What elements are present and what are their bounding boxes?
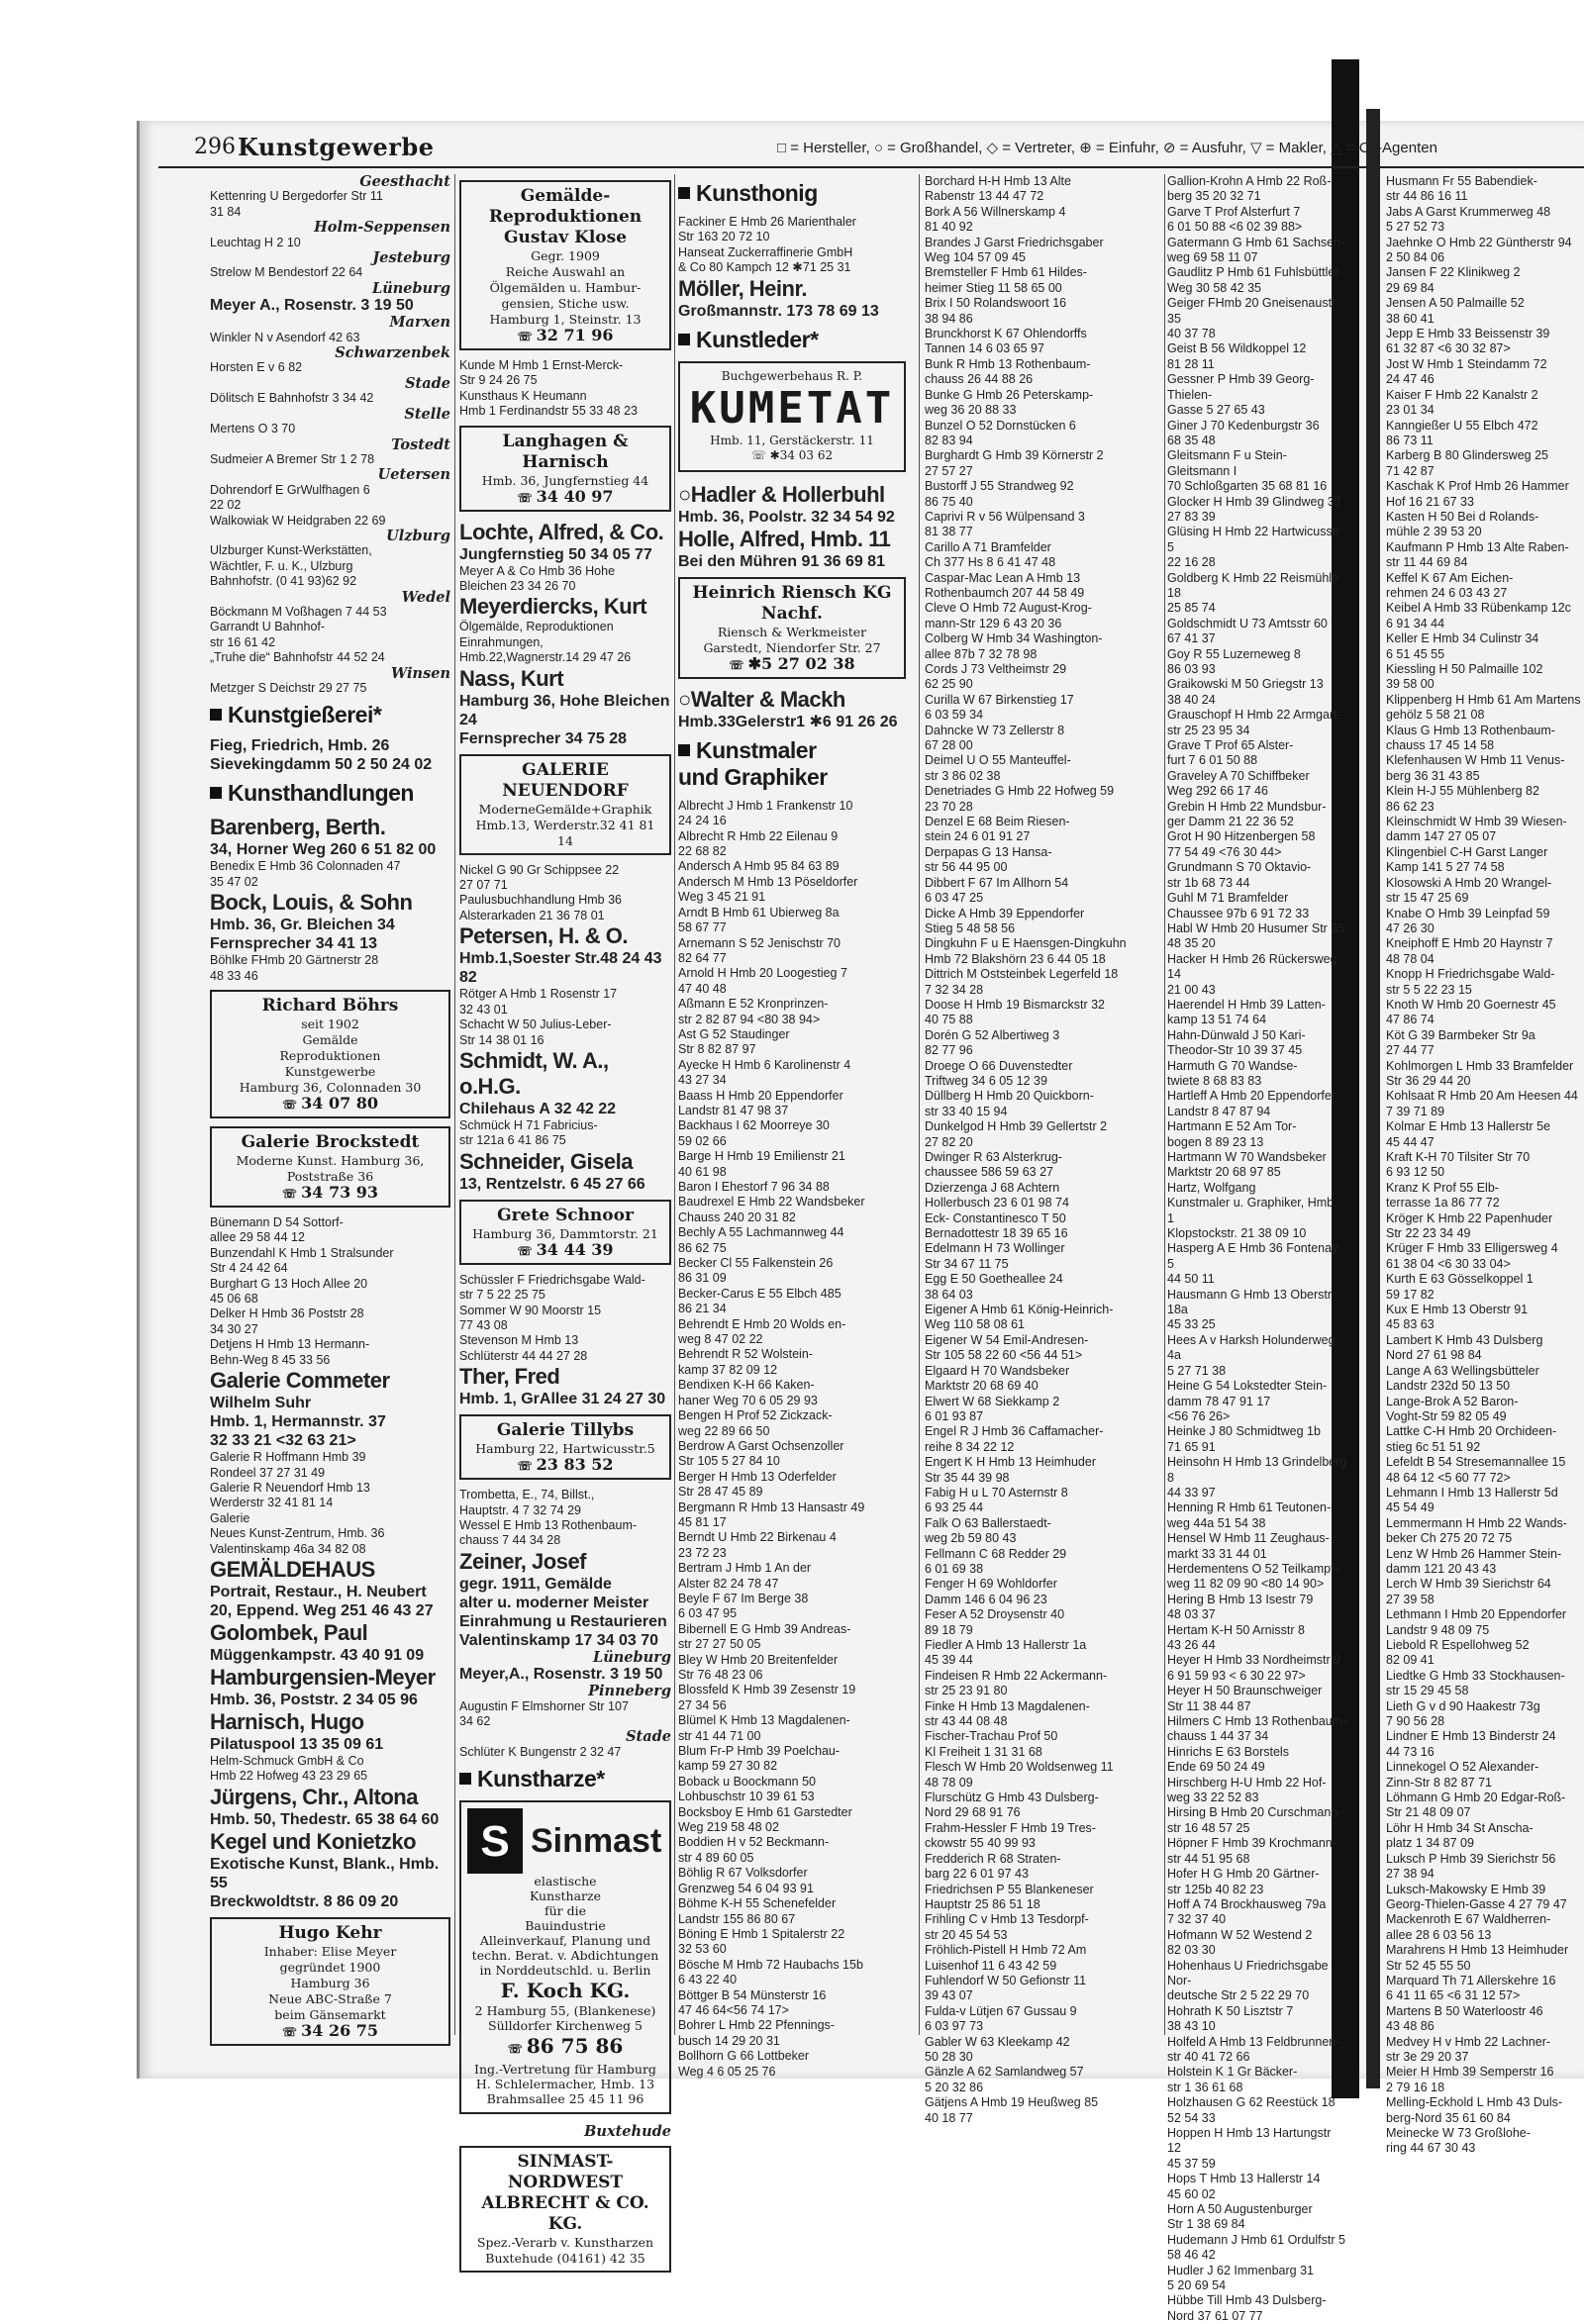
- ad-title: Galerie Brockstedt: [241, 1132, 420, 1153]
- listing-entry-bold: Hamburg 36, Hohe Bleichen 24 Fernsprecher 34 75 28: [459, 692, 670, 747]
- company-name: Jürgens, Chr., Altona: [210, 1784, 418, 1809]
- listing-entry-bold: Hmb. 1, GrAllee 31 24 27 30: [459, 1391, 666, 1408]
- listing-entry: Schmück H 71 Fabricius- str 121a 6 41 86 75: [459, 1117, 598, 1148]
- ad-phone-number: 86 75 86: [526, 2034, 624, 2059]
- ad-logo-row: [467, 1808, 663, 1874]
- section-title: Kunstgewerbe: [238, 133, 435, 161]
- ad-title: SINMAST-NORDWEST ALBRECHT & CO. KG.: [481, 2151, 649, 2234]
- listing-entry-bold: 13, Rentzelstr. 6 45 27 66: [459, 1175, 645, 1193]
- category-bullet-icon: [210, 787, 222, 799]
- ad-phone: [467, 1239, 663, 1259]
- category-heading: [678, 180, 906, 207]
- ad-title: Langhagen & Harnisch: [502, 431, 629, 472]
- place-heading: Buxtehude: [584, 2123, 671, 2141]
- listing-entry-bold: Chilehaus A 32 42 22: [459, 1100, 616, 1117]
- category-bullet-icon: [678, 744, 690, 756]
- sinmast-logo-icon: S: [467, 1808, 523, 1874]
- company-name: GEMÄLDEHAUS: [210, 1556, 375, 1582]
- advertisement-box: [210, 990, 450, 1118]
- listing-entry-bold: Wilhelm Suhr Hmb. 1, Hermannstr. 37 32 33 21 <32 63 21>: [210, 1395, 386, 1450]
- ad-body: Gegr. 1909 Reiche Auswahl an Ölgemälden u. Hambur- gensien, Stiche usw. Hamburg 1, Steinstr. 13: [489, 248, 642, 327]
- listing-entry: Augustin F Elmshorner Str 107 34 62: [459, 1698, 629, 1728]
- company-name: Golombek, Paul: [210, 1619, 368, 1645]
- telephone-icon: ☏: [750, 448, 770, 463]
- listing-entry-bold: Hmb.33Gelerstr1 ✱6 91 26 26: [678, 713, 898, 730]
- listing-entry: Horsten E v 6 82: [210, 360, 303, 375]
- category-heading: [210, 780, 450, 807]
- advertisement-box: [459, 180, 671, 350]
- ad-phone: [218, 1185, 443, 1202]
- ad-title: Heinrich Riensch KG Nachf.: [692, 582, 892, 624]
- ad-top-line: Buchgewerbehaus R. P.: [721, 368, 863, 383]
- listing-entry-bold: 34, Horner Weg 260 6 51 82 00: [210, 841, 437, 859]
- ad-phone: [218, 1096, 443, 1113]
- advertisement-box: [678, 577, 906, 679]
- listing-entry: Benedix E Hmb 36 Colonnaden 47 35 47 02: [210, 859, 401, 889]
- column-2: [459, 174, 671, 2280]
- telephone-icon: ☏: [517, 490, 537, 505]
- place-heading: Schwarzenbek: [335, 344, 450, 362]
- company-name: Kegel und Konietzko: [210, 1828, 417, 1854]
- category-heading: [210, 702, 450, 728]
- listing-entry: Strelow M Bendestorf 22 64: [210, 265, 363, 280]
- listing-entry: Borchard H-H Hmb 13 Alte Rabenstr 13 44 47 72 Bork A 56 Willnerskamp 4 81 40 92 Brandes J Garst Friedrichsgaber Weg 104 57 09 45 Bremsteller F Hmb 61 Hildes- heimer Stieg 11 58 65 00 Brix I 50 Rolandswoort 16 38 94 86 Brunckhorst K 67 Ohlendorffs Tannen 14 6 03 65 97 Bunk R Hmb 13 Rothenbaum- chauss 26 44 88 26 Bunke G Hmb 26 Peterskamp- weg 36 20 88 33 Bunzel O 52 Dornstücken 6 82 83 94 Burghardt G Hmb 39 Körnerstr 2 27 57 27 Bustorff J 55 Strandweg 92 86 75 40 Caprivi R v 56 Wülpensand 3 81 38 77 Carillo A 71 Bramfelder Ch 377 Hs 8 6 41 47 48 Caspar-Mac Lean A Hmb 13 Rothenbaumch 207 44 58 49 Cleve O Hmb 72 August-Krog- mann-Str 129 6 43 20 36 Colberg W Hmb 34 Washington- allee 87b 7 32 78 98 Cords J 73 Veltheimstr 29 62 25 90 Curilla W 67 Birkenstieg 17 6 03 59 34 Dahncke W 73 Zellerstr 8 67 28 00 Deimel U O 55 Manteuffel- str 3 86 02 38 Denetriades G Hmb 22 Hofweg 59 23 70 28 Denzel E 68 Beim Riesen- stein 24 6 01 91 27 Derpapas G 13 Hansa- str 56 44 95 00 Dibbert F 67 Im Allhorn 54 6 03 47 25 Dicke A Hmb 39 Eppendorfer Stieg 5 48 58 56 Dingkuhn F u E Haensgen-Dingkuhn Hmb 72 Blakshörn 23 6 44 05 18 Dittrich M Oststeinbek Legerfeld 18 7 32 34 28 Doose H Hmb 19 Bismarckstr 32 40 75 88 Dorén G 52 Albertiweg 3 82 77 96 Droege O 66 Duvenstedter Triftweg 34 6 05 12 39 Düllberg H Hmb 20 Quickborn- str 33 40 15 94 Dunkelgod H Hmb 39 Gellertstr 2 27 82 20 Dwinger R 63 Alsterkrug- chaussee 586 59 63 27 Dzierzenga J 68 Achtern Hollerbusch 23 6 01 98 74 Eck- Constantinesco T 50 Bernadottestr 18 39 65 16 Edelmann H 73 Wollinger Str 34 67 11 75 Egg E 50 Goetheallee 24 38 64 03 Eigener A Hmb 61 König-Heinrich- Weg 110 58 08 61 Eigener W 54 Emil-Andresen- Str 105 58 22 60 <56 44 51> Elgaard H 70 Wandsbeker Marktstr 20 68 69 40 Elwert W 68 Siekkamp 2 6 01 93 87 Engel R J Hmb 36 Caffamacher- reihe 8 34 22 12 Engert K H Hmb 13 Heimhuder Str 35 44 39 98 Fabig H u L 70 Asternstr 8 6 93 25 44 Falk O 63 Ballerstaedt- weg 2b 59 80 43 Fellmann C 68 Redder 29 6 01 69 38 Fenger H 69 Wohldorfer Damm 146 6 04 96 23 Feser A 52 Droysenstr 40 89 18 79 Fiedler A Hmb 13 Hallerstr 1a 45 39 44 Findeisen R Hmb 22 Ackermann- str 25 23 91 80 Finke H Hmb 13 Magdalenen- str 43 44 08 48 Fischer-Trachau Prof 50 Kl Freiheit 1 31 31 68 Flesch W Hmb 20 Woldsenweg 11 48 78 09 Flurschütz G Hmb 43 Dulsberg- Nord 29 68 91 76 Frahm-Hessler F Hmb 19 Tres- ckowstr 55 40 99 93 Fredderich R 68 Straten- barg 22 6 01 97 43 Friedrichsen P 55 Blankeneser Hauptstr 25 86 51 18 Frihling C v Hmb 13 Tesdorpf- str 20 45 54 53 Fröhlich-Pistell H Hmb 72 Am Luisenhof 11 6 43 42 59 Fuhlendorf W 50 Gefionstr 11 39 43 07 Fulda-v Lütjen 67 Gussau 9 6 03 97 73 Gabler W 63 Kleekamp 42 50 28 30 Gänzle A 62 Samlandweg 57 5 20 32 86 Gätjens A Hmb 19 Heußweg 85 40 18 77: [925, 174, 1127, 2125]
- place-heading: Uetersen: [377, 466, 450, 484]
- category-heading-text: Kunstgießerei*: [228, 702, 382, 728]
- listing-entry: Kettenring U Bergedorfer Str 11 31 84: [210, 189, 383, 219]
- ad-phone-number: 32 71 96: [536, 326, 614, 344]
- advertisement-box: [459, 754, 671, 855]
- ad-address: Hmb. 11, Gerstäckerstr. 11: [710, 434, 874, 448]
- listing-entry: Nickel G 90 Gr Schippsee 22 27 07 71 Paulusbuchhandlung Hmb 36 Alsterarkaden 21 36 78 01: [459, 862, 623, 922]
- place-heading: Lüneburg: [593, 1648, 671, 1666]
- company-name: Galerie Commeter: [210, 1368, 390, 1394]
- column-3: [678, 174, 906, 2080]
- ad-body: Spez.-Verarb v. Kunstharzen Buxtehude (04161) 42 35: [476, 2234, 654, 2266]
- company-name: Schmidt, W. A., o.H.G.: [459, 1047, 609, 1099]
- ad-title: Galerie Tillybs: [496, 1420, 635, 1441]
- listing-entry: Helm-Schmuck GmbH & Co Hmb 22 Hofweg 43 23 29 65: [210, 1753, 368, 1784]
- telephone-icon: ☏: [517, 330, 537, 343]
- listing-entry: Ölgemälde, Reproduktionen Einrahmungen, Hmb.22,Wagnerstr.14 29 47 26: [459, 620, 632, 665]
- ad-phone-number: 34 40 97: [536, 486, 614, 506]
- listing-entry: Rötger A Hmb 1 Rosenstr 17 32 43 01 Schacht W 50 Julius-Leber- Str 14 38 01 16: [459, 987, 618, 1047]
- place-heading: Stade: [405, 374, 450, 392]
- telephone-icon: ☏: [517, 1243, 537, 1258]
- company-name: Meyerdiercks, Kurt: [459, 594, 647, 620]
- listing-entry-bold: Jungfernstieg 50 34 05 77: [459, 545, 652, 563]
- telephone-icon: ☏: [281, 1187, 302, 1202]
- ad-phone-number: 34 26 75: [301, 2020, 379, 2040]
- ad-body: elastische Kunstharze für die Bauindustrie Alleinverkauf, Planung und techn. Berat. v. Abdichtungen in Norddeutschld. u. Berlin: [471, 1874, 659, 1979]
- listing-entry: Kunde M Hmb 1 Ernst-Merck- Str 9 24 26 75 Kunsthaus K Heumann Hmb 1 Ferdinandstr 55 33 48 23: [459, 358, 638, 419]
- ad-title: Gemälde-Reproduktionen Gustav Klose: [488, 186, 643, 247]
- listing-entry: Böhlke FHmb 20 Gärtnerstr 28 48 33 46: [210, 953, 379, 983]
- ad-title: Grete Schnoor: [497, 1205, 634, 1225]
- company-name: Petersen, H. & O.: [459, 923, 629, 949]
- listing-entry: Walkowiak W Heidgraben 22 69: [210, 513, 386, 528]
- place-heading: Geesthacht: [359, 173, 450, 190]
- advertisement-box: [459, 1414, 671, 1480]
- place-heading: Ulzburg: [386, 527, 450, 544]
- category-bullet-icon: [459, 1773, 471, 1785]
- column-divider: [454, 174, 455, 2035]
- company-name: Hamburgensien-Meyer: [210, 1664, 436, 1690]
- ad-body: ModerneGemälde+Graphik Hmb.13, Werderstr.32 41 81 14: [475, 801, 655, 848]
- company-name: Harnisch, Hugo: [210, 1708, 364, 1734]
- listing-entry-bold: Hmb.1,Soester Str.48 24 43 82: [459, 950, 662, 987]
- place-heading: Stelle: [404, 405, 450, 423]
- listing-entry: Metzger S Deichstr 29 27 75: [210, 681, 367, 695]
- column-divider: [1164, 174, 1165, 2035]
- telephone-icon: ☏: [517, 1459, 537, 1474]
- listing-entry-bold: Meyer A., Rosenstr. 3 19 50: [210, 297, 414, 315]
- category-heading-text: Kunstleder*: [696, 326, 819, 352]
- telephone-icon: ☏: [281, 2024, 302, 2039]
- ad-body: Hamburg 22, Hartwicusstr.5: [475, 1441, 655, 1457]
- category-heading: [678, 737, 906, 791]
- place-heading: Pinneberg: [588, 1683, 671, 1700]
- listing-entry: Husmann Fr 55 Babendiek- str 44 86 16 11 Jabs A Garst Krummerweg 48 5 27 52 73 Jaehnke O Hmb 22 Güntherstr 94 2 50 84 06 Jansen F 22 Klinikweg 2 29 69 84 Jensen A 50 Palmaille 52 38 60 41 Jepp E Hmb 33 Beissenstr 39 61 32 87 <6 30 32 87> Jost W Hmb 1 Steindamm 72 24 47 46 Kaiser F Hmb 22 Kanalstr 2 23 01 34 Kanngießer U 55 Elbch 472 86 73 11 Karberg B 80 Glindersweg 25 71 42 87 Kaschak K Prof Hmb 26 Hammer Hof 16 21 67 33 Kasten H 50 Bei d Rolands- mühle 2 39 53 20 Kaufmann P Hmb 13 Alte Raben- str 11 44 69 84 Keffel K 67 Am Eichen- rehmen 24 6 03 43 27 Keibel A Hmb 33 Rübenkamp 12c 6 91 34 44 Keller E Hmb 34 Culinstr 34 6 51 45 55 Kiessling H 50 Palmaille 102 39 58 00 Klippenberg H Hmb 61 Am Martens gehölz 5 58 21 08 Klaus G Hmb 13 Rothenbaum- chauss 17 45 14 58 Klefenhausen W Hmb 11 Venus- berg 36 31 43 85 Klein H-J 55 Mühlenberg 82 86 62 23 Kleinschmidt W Hmb 39 Wiesen- damm 147 27 05 07 Klingenbiel C-H Garst Langer Kamp 141 5 27 74 58 Klosowski A Hmb 20 Wrangel- str 15 47 25 69 Knabe O Hmb 39 Leinpfad 59 47 26 30 Kneiphoff E Hmb 20 Haynstr 7 48 78 04 Knopp H Friedrichsgabe Wald- str 5 5 22 23 15 Knoth W Hmb 20 Goernestr 45 47 86 74 Köt G 39 Barmbeker Str 9a 27 44 77 Kohlmorgen L Hmb 33 Bramfelder Str 36 29 44 20 Kohlsaat R Hmb 20 Am Heesen 44 7 39 71 89 Kolmar E Hmb 13 Hallerstr 5e 45 44 47 Kraft K-H 70 Tilsiter Str 70 6 93 12 50 Kranz K Prof 55 Elb- terrasse 1a 86 77 72 Kröger K Hmb 22 Papenhuder Str 22 23 34 49 Krüger F Hmb 33 Elligersweg 4 61 38 04 <6 30 33 04> Kurth E 63 Gösselkoppel 1 59 17 82 Kux E Hmb 13 Oberstr 91 45 83 63 Lambert K Hmb 43 Dulsberg Nord 27 61 98 84 Lange A 63 Wellingsbütteler Landstr 232d 50 13 50 Lange-Brok A 52 Baron- Voght-Str 59 82 05 49 Lattke C-H Hmb 20 Orchideen- stieg 6c 51 51 92 Lefeldt B 54 Stresemannallee 15 48 64 12 <5 60 77 72> Lehmann I Hmb 13 Hallerstr 5d 45 54 49 Lemmermann H Hmb 22 Wands- beker Ch 275 20 72 75 Lenz W Hmb 26 Hammer Stein- damm 121 20 43 43 Lerch W Hmb 39 Sierichstr 64 27 39 58 Lethmann I Hmb 20 Eppendorfer Landstr 9 48 09 75 Liebold R Espellohweg 52 82 09 41 Liedtke G Hmb 33 Stockhausen- str 15 29 45 58 Lieth G v d 90 Haakestr 73g 7 90 56 28 Lindner E Hmb 13 Binderstr 24 44 73 16 Linnekogel O 52 Alexander- Zinn-Str 8 82 87 71 Löhmann G Hmb 20 Edgar-Roß- Str 21 48 09 07 Löhr H Hmb 34 St Anscha- platz 1 34 87 09 Luksch P Hmb 39 Sierichstr 56 27 38 94 Luksch-Makowsky E Hmb 39 Georg-Thielen-Gasse 4 27 79 47 Mackenroth E 67 Waldherren- allee 28 6 03 56 13 Marahrens H Hmb 13 Heimhuder Str 52 45 55 50 Marquard Th 71 Allerskehre 16 6 41 11 65 <6 31 12 57> Martens B 50 Waterloostr 46 43 48 86 Medvey H v Hmb 22 Lachner- str 3e 29 20 37 Meier H Hmb 39 Semperstr 16 2 79 16 18 Melling-Eckhold L Hmb 43 Duls- berg-Nord 35 61 60 84 Meinecke W 73 Großlohe- ring 44 67 30 43: [1386, 174, 1581, 2156]
- company-name: Nass, Kurt: [459, 665, 564, 691]
- listing-entry-bold: Großmannstr. 173 78 69 13: [678, 302, 879, 320]
- ad-company: F. Koch KG.: [500, 1979, 631, 2003]
- listing-entry: Gallion-Krohn A Hmb 22 Roß- berg 35 20 32 71 Garve T Prof Alsterfurt 7 6 01 50 88 <6 02 39 88> Gatermann G Hmb 61 Sachsen- weg 69 58 11 07 Gaudlitz P Hmb 61 Fuhlsbüttler Weg 30 58 42 35 Geiger FHmb 20 Gneisenaustr 35 40 37 78 Geist B 56 Wildkoppel 12 81 28 11 Gessner P Hmb 39 Georg-Thielen- Gasse 5 27 65 43 Giner J 70 Kedenburgstr 36 68 35 48 Gleitsmann F u Stein-Gleitsmann I 70 Schloßgarten 35 68 81 16 Glocker H Hmb 39 Glindweg 37 27 83 39 Glüsing H Hmb 22 Hartwicusstr 5 22 16 28 Goldberg K Hmb 22 Reismühle 18 25 85 74 Goldschmidt U 73 Amtsstr 60 67 41 37 Goy R 55 Luzerneweg 8 86 03 93 Graikowski M 50 Griegstr 13 38 40 24 Grauschopf H Hmb 22 Armgart- str 25 23 95 34 Grave T Prof 65 Alster- furt 7 6 01 50 88 Graveley A 70 Schiffbeker Weg 292 66 17 46 Grebin H Hmb 22 Mundsbur- ger Damm 21 22 36 52 Grot H 90 Hitzenbergen 58 77 54 49 <76 30 44> Grundmann S 70 Oktavio- str 1b 68 73 44 Guhl M 71 Bramfelder Chaussee 97b 6 91 72 33 Habl W Hmb 20 Husumer Str 35 48 35 20 Hacker H Hmb 26 Rückersweg 14 21 00 43 Haerendel H Hmb 39 Latten- kamp 13 51 74 64 Hahn-Dünwald J 50 Kari- Theodor-Str 10 39 37 45 Harmuth G 70 Wandse- twiete 8 68 83 83 Hartleff A Hmb 20 Eppendorfer Landstr 8 47 87 94 Hartmann E 52 Am Tor- bogen 8 89 23 13 Hartmann W 70 Wandsbeker Marktstr 20 68 97 85 Hartz, Wolfgang Kunstmaler u. Graphiker, Hmb. 1 Klopstockstr. 21 38 09 10 Hasperg A E Hmb 36 Fontenay 5 44 50 11 Hausmann G Hmb 13 Oberstr 18a 45 33 25 Hees A v Harksh Holunderweg 4a 5 27 71 38 Heine G 54 Lokstedter Stein- damm 78 47 91 17 <56 76 26> Heinke J 80 Schmidtweg 1b 71 65 91 Heinsohn H Hmb 13 Grindelberg 8 44 33 97 Henning R Hmb 61 Teutonen- weg 44a 51 54 38 Hensel W Hmb 11 Zeughaus- markt 33 31 44 01 Herdementens O 52 Teilkampf- weg 11 82 09 90 <80 14 90> Hering B Hmb 13 Isestr 79 48 03 37 Hertam K-H 50 Arnisstr 8 43 26 44 Heyer H Hmb 33 Nordheimstr 9 6 91 59 93 < 6 30 22 97> Heyer H 50 Braunschweiger Str 11 38 44 87 Hilmers C Hmb 13 Rothenbaum- chauss 1 44 37 34 Hinrichs E 63 Borstels Ende 69 50 24 49 Hirschberg H-U Hmb 22 Hof- weg 33 22 52 83 Hirsing B Hmb 20 Curschmann- str 16 48 57 25 Höpner F Hmb 39 Krochmann- str 44 51 95 68 Hofer H G Hmb 20 Gärtner- str 125b 40 82 23 Hoff A 74 Brockhausweg 79a 7 32 37 40 Hofmann W 52 Westend 2 82 03 30 Hohenhaus U Friedrichsgabe Nor- deutsche Str 2 5 22 29 70 Hohrath K 50 Lisztstr 7 38 43 10 Holfeld A Hmb 13 Feldbrunnen- str 40 41 72 66 Holstein K 1 Gr Bäcker- str 1 36 61 68 Holzhausen G 62 Reestück 18 52 54 33 Hoppen H Hmb 13 Hartungstr 12 45 37 59 Hops T Hmb 13 Hallerstr 14 45 60 02 Horn A 50 Augustenburger Str 1 38 69 84 Hudemann J Hmb 61 Ordulfstr 5 58 46 42 Hudler J 62 Immenbarg 31 5 20 69 54 Hübbe Till Hmb 43 Dulsberg- Nord 37 61 07 77: [1167, 174, 1347, 2323]
- listing-entry: Dohrendorf E GrWulfhagen 6 22 02: [210, 482, 370, 513]
- ad-phone-number: ✱5 27 02 38: [747, 653, 855, 673]
- ad-phone: [467, 2033, 663, 2062]
- listing-entry: Böckmann M Voßhagen 7 44 53 Garrandt U Bahnhof- str 16 61 42 „Truhe die“ Bahnhofstr 44 52 24: [210, 604, 387, 665]
- advertisement-box: [210, 1126, 450, 1208]
- place-heading: Stade: [626, 1728, 671, 1746]
- ad-phone: [686, 448, 898, 463]
- column-6: [1386, 174, 1584, 2157]
- listing-entry: Schlüter K Bungenstr 2 32 47: [459, 1744, 622, 1759]
- ad-brand: Sinmast: [531, 1821, 662, 1860]
- telephone-icon: ☏: [507, 2042, 527, 2057]
- category-bullet-icon: [678, 187, 690, 199]
- listing-entry: Fackiner E Hmb 26 Marienthaler Str 163 20 72 10 Hanseat Zuckerraffinerie GmbH & Co 80 Kampch 12 ✱71 25 31: [678, 215, 856, 275]
- column-divider: [919, 174, 920, 2035]
- listing-entry-bold: Hmb. 36, Poolstr. 32 34 54 92: [678, 508, 895, 526]
- listing-entry-bold: Bei den Mühren 91 36 69 81: [678, 552, 885, 570]
- advertisement-box: [459, 426, 671, 512]
- listing-entry-bold: Hmb. 36, Poststr. 2 34 05 96: [210, 1691, 418, 1708]
- listing-entry: Galerie R Hoffmann Hmb 39 Rondeel 37 27 31 49 Galerie R Neuendorf Hmb 13 Werderstr 32 41 81 14 Galerie Neues Kunst-Zentrum, Hmb. 36 Valentinskamp 46a 34 82 08: [210, 1450, 385, 1556]
- ad-phone: [686, 653, 898, 673]
- ad-body: Riensch & Werkmeister Garstedt, Niendorfer Str. 27: [703, 624, 881, 655]
- category-heading-text: Kunstharze*: [477, 1766, 605, 1792]
- place-heading: Jesteburg: [372, 249, 450, 267]
- telephone-icon: ☏: [729, 657, 748, 672]
- listing-entry: Leuchtag H 2 10: [210, 235, 301, 249]
- listing-entry-bold: Hmb. 50, Thedestr. 65 38 64 60: [210, 1810, 440, 1828]
- company-name: ○Walter & Mackh: [678, 686, 845, 712]
- category-heading-text: Kunsthandlungen: [228, 780, 414, 807]
- ad-phone: [218, 2020, 443, 2040]
- listing-entry-bold: Pilatuspool 13 35 09 61: [210, 1735, 384, 1753]
- ad-title: GALERIE NEUENDORF: [502, 759, 629, 801]
- company-name: Schneider, Gisela: [459, 1148, 633, 1174]
- listing-entry-bold: Hmb. 36, Gr. Bleichen 34 Fernsprecher 34 41 13: [210, 917, 395, 953]
- category-heading-text: Kunstmaler und Graphiker: [678, 736, 828, 790]
- listing-entry-bold: Meyer,A., Rosenstr. 3 19 50: [459, 1666, 663, 1684]
- listing-entry: Meyer A & Co Hmb 36 Hohe Bleichen 23 34 26 70: [459, 563, 616, 594]
- company-name: Lochte, Alfred, & Co.: [459, 519, 664, 544]
- ad-title: Richard Böhrs: [261, 996, 399, 1017]
- advertisement-box: [459, 2146, 671, 2273]
- page-header: [158, 127, 1584, 168]
- kumetat-advertisement: [678, 361, 906, 472]
- column-divider: [674, 174, 675, 2035]
- company-name: Möller, Heinr.: [678, 275, 807, 301]
- listing-entry: Schüssler F Friedrichsgabe Wald- str 7 5 22 25 75 Sommer W 90 Moorstr 15 77 43 08 Stevenson M Hmb 13 Schlüterstr 44 44 27 28: [459, 1272, 645, 1363]
- place-heading: Tostedt: [391, 436, 450, 453]
- listing-entry-bold: Exotische Kunst, Blank., Hmb. 55 Breckwoldtstr. 8 86 09 20: [210, 1855, 440, 1910]
- category-heading-text: Kunsthonig: [696, 180, 818, 206]
- listing-entry: Albrecht J Hmb 1 Frankenstr 10 24 24 16 Albrecht R Hmb 22 Eilenau 9 22 68 82 Andersch A Hmb 95 84 63 89 Andersch M Hmb 13 Pöseldorfer Weg 3 45 21 91 Arndt B Hmb 61 Ubierweg 8a 58 67 77 Arnemann S 52 Jenischstr 70 82 64 77 Arnold H Hmb 20 Loogestieg 7 47 40 48 Aßmann E 52 Kronprinzen- str 2 82 87 94 <80 38 94> Ast G 52 Staudinger Str 8 82 87 97 Ayecke H Hmb 6 Karolinenstr 4 43 27 34 Baass H Hmb 20 Eppendorfer Landstr 81 47 98 37 Backhaus I 62 Moorreye 30 59 02 66 Barge H Hmb 19 Emilienstr 21 40 61 98 Baron I Ehestorf 7 96 34 88 Baudrexel E Hmb 22 Wandsbeker Chauss 240 20 31 82 Bechly A 55 Lachmannweg 44 86 62 75 Becker Cl 55 Falkenstein 26 86 31 09 Becker-Carus E 55 Elbch 485 86 21 34 Behrendt E Hmb 20 Wolds en- weg 8 47 02 22 Behrendt R 52 Wolstein- kamp 37 82 09 12 Bendixen K-H 66 Kaken- haner Weg 70 6 05 29 93 Bengen H Prof 52 Zickzack- weg 22 89 66 50 Berdrow A Garst Ochsenzoller Str 105 5 27 84 10 Berger H Hmb 13 Oderfelder Str 28 47 45 89 Bergmann R Hmb 13 Hansastr 49 45 81 17 Berndt U Hmb 22 Birkenau 4 23 72 23 Bertram J Hmb 1 An der Alster 82 24 78 47 Beyle F 67 Im Berge 38 6 03 47 95 Bibernell E G Hmb 39 Andreas- str 27 27 50 05 Bley W Hmb 20 Breitenfelder Str 76 48 23 06 Blossfeld K Hmb 39 Zesenstr 19 27 34 56 Blümel K Hmb 13 Magdalenen- str 41 44 71 00 Blum Fr-P Hmb 39 Poelchau- kamp 59 27 30 82 Boback u Boockmann 50 Lohbuschstr 10 39 61 53 Bocksboy E Hmb 61 Garstedter Weg 219 58 48 02 Boddien H v 52 Beckmann- str 4 89 60 05 Böhlig R 67 Volksdorfer Grenzweg 54 6 04 93 91 Böhme K-H 55 Schenefelder Landstr 155 86 80 67 Böning E Hmb 1 Spitalerstr 22 32 53 60 Bösche M Hmb 72 Haubachs 15b 6 43 22 40 Böttger B 54 Münsterstr 16 47 46 64<56 74 17> Bohrer L Hmb 22 Pfennings- busch 14 29 20 31 Bollhorn G 66 Lottbeker Weg 4 6 05 25 76: [678, 798, 865, 2079]
- place-heading: Holm-Seppensen: [314, 219, 450, 237]
- category-heading: [459, 1766, 671, 1792]
- ad-body: Inhaber: Elise Meyer gegründet 1900 Hamburg 36 Neue ABC-Straße 7 beim Gänsemarkt: [263, 1943, 397, 2022]
- column-5: [1167, 174, 1347, 2324]
- company-name: Zeiner, Josef: [459, 1548, 587, 1574]
- category-bullet-icon: [678, 334, 690, 345]
- company-name: ○Hadler & Hollerbuhl: [678, 481, 885, 507]
- listing-entry-bold: Portrait, Restaur., H. Neubert 20, Eppend. Weg 251 46 43 27: [210, 1583, 434, 1619]
- ad-body: Hmb. 36, Jungfernstieg 44: [481, 472, 649, 488]
- ad-address: 2 Hamburg 55, (Blankenese) Sülldorfer Kirchenweg 5: [474, 2003, 656, 2034]
- ad-phone: [467, 328, 663, 344]
- advertisement-box: [459, 1200, 671, 1265]
- listing-entry-bold: gegr. 1911, Gemälde alter u. moderner Meister Einrahmung u Restaurieren Valentinskamp 17 34 03 70: [459, 1575, 667, 1649]
- listing-entry: Mertens O 3 70: [210, 422, 296, 436]
- ad-body: Hamburg 36, Dammtorstr. 21: [472, 1225, 658, 1241]
- listing-entry: Ulzburger Kunst-Werkstätten, Wächtler, F. u. K., Ulzburg Bahnhofstr. (0 41 93)62 92: [210, 543, 372, 589]
- legend: □ = Hersteller, ○ = Großhandel, ◇ = Vertreter, ⊕ = Einfuhr, ⊘ = Ausfuhr, ▽ = Makler, △ = Cif-Agenten: [777, 140, 1437, 156]
- category-bullet-icon: [210, 709, 222, 721]
- place-heading: Lüneburg: [372, 279, 450, 297]
- listing-entry-bold: Müggenkampstr. 43 40 91 09: [210, 1646, 425, 1664]
- ad-phone-number: 34 73 93: [301, 1183, 379, 1203]
- company-name: Ther, Fred: [459, 1364, 560, 1390]
- ad-phone-number: 34 07 80: [301, 1094, 379, 1114]
- ad-body: seit 1902 Gemälde Reproduktionen Kunstgewerbe Hamburg 36, Colonnaden 30: [239, 1017, 422, 1096]
- page-number: 296: [194, 135, 236, 159]
- sinmast-advertisement: [459, 1800, 671, 2114]
- listing-entry-bold: Fieg, Friedrich, Hmb. 26 Sievekingdamm 50 2 50 24 02: [210, 737, 433, 774]
- listing-entry: Sudmeier A Bremer Str 1 2 78: [210, 451, 375, 466]
- company-name: Barenberg, Berth.: [210, 815, 386, 840]
- listing-entry: Dölitsch E Bahnhofstr 3 34 42: [210, 391, 374, 406]
- ad-phone: [467, 1457, 663, 1474]
- place-heading: Wedel: [401, 588, 450, 606]
- listing-entry: Bünemann D 54 Sottorf- allee 29 58 44 12 Bunzendahl K Hmb 1 Stralsunder Str 4 24 42 64 Burghart G 13 Hoch Allee 20 45 06 68 Delker H Hmb 36 Poststr 28 34 30 27 Detjens H Hmb 13 Hermann- Behn-Weg 8 45 33 56: [210, 1215, 394, 1367]
- column-1: [210, 174, 450, 2054]
- ad-brand: KUMETAT: [689, 383, 895, 435]
- company-name: Holle, Alfred, Hmb. 11: [678, 526, 891, 551]
- column-4: [925, 174, 1162, 2126]
- category-heading: [678, 327, 906, 353]
- place-heading: Marxen: [389, 314, 450, 332]
- company-name: Bock, Louis, & Sohn: [210, 890, 413, 916]
- advertisement-box: [210, 1917, 450, 2046]
- ad-phone-number: 34 44 39: [536, 1239, 614, 1259]
- ad-body: Moderne Kunst. Hamburg 36, Poststraße 36: [236, 1153, 425, 1185]
- listing-entry: Winkler N v Asendorf 42 63: [210, 330, 360, 344]
- binding-strip-inner: [1366, 109, 1380, 2088]
- listing-entry: Trombetta, E., 74, Billst., Hauptstr. 4 7 32 74 29 Wessel E Hmb 13 Rothenbaum- chauss 7 44 34 28: [459, 1488, 638, 1548]
- ad-phone-number: 23 83 52: [536, 1455, 614, 1475]
- ad-phone: [467, 486, 663, 506]
- ad-phone-number: ✱34 03 62: [769, 448, 834, 463]
- place-heading: Winsen: [390, 664, 450, 682]
- telephone-icon: ☏: [281, 1098, 302, 1113]
- ad-title: Hugo Kehr: [278, 1922, 382, 1943]
- ad-extra: Ing.-Vertretung für Hamburg H. Schlelermacher, Hmb. 13 Brahmsallee 25 45 11 96: [474, 2062, 656, 2107]
